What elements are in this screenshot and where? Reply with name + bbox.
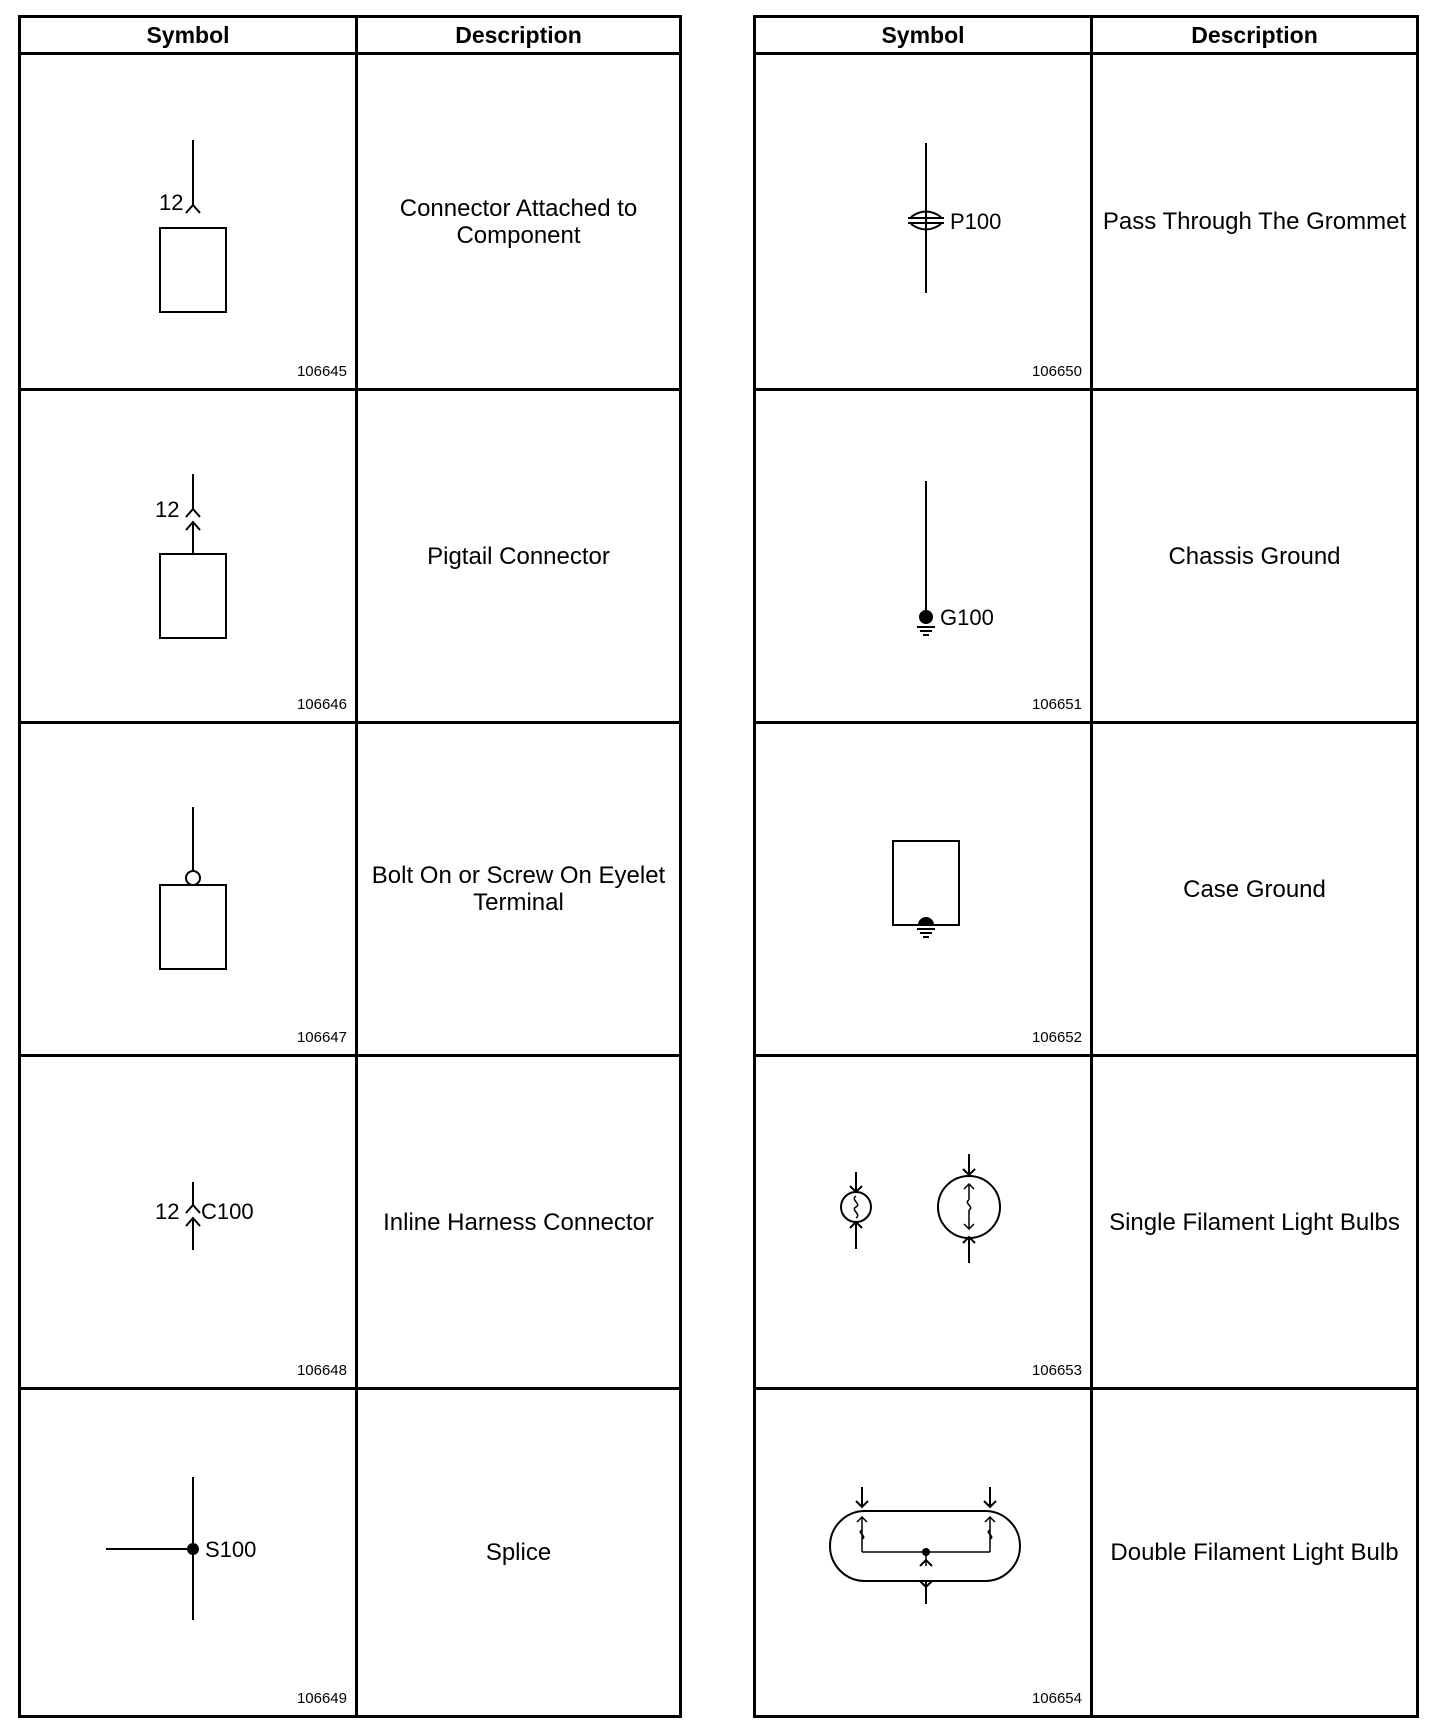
figure-code: 106648	[296, 1362, 347, 1379]
description-cell: Pigtail Connector	[427, 542, 610, 570]
single-filament-bulbs-symbol	[756, 1057, 1090, 1390]
inline-harness-connector-symbol	[21, 1057, 355, 1390]
description-column-header: Description	[455, 22, 582, 48]
symbol-table-right	[753, 15, 1419, 1718]
symbol-cell	[756, 55, 1090, 388]
figure-code: 106647	[296, 1029, 347, 1046]
connector-attached-symbol	[21, 55, 355, 388]
pin-number-label: 12	[155, 1199, 180, 1224]
connector-id-label: C100	[201, 1199, 254, 1224]
chassis-ground-symbol	[756, 391, 1090, 724]
symbol-cell	[21, 391, 355, 721]
table-row	[21, 721, 679, 1054]
symbol-cell	[21, 1057, 355, 1387]
table-row	[756, 388, 1416, 721]
case-ground-symbol	[756, 724, 1090, 1057]
eyelet-terminal-symbol	[21, 724, 355, 1057]
figure-code: 106652	[1031, 1029, 1082, 1046]
double-filament-bulb-symbol	[756, 1390, 1090, 1718]
description-cell: Case Ground	[1183, 875, 1326, 903]
splice-id-label: S100	[205, 1537, 257, 1562]
table-row	[21, 1387, 679, 1715]
table-row	[21, 388, 679, 721]
figure-code: 106651	[1031, 696, 1082, 713]
symbol-cell	[21, 1390, 355, 1715]
table-row	[756, 1054, 1416, 1387]
symbol-column-header: Symbol	[146, 22, 230, 48]
table-header	[756, 18, 1416, 55]
figure-code: 106646	[296, 696, 347, 713]
figure-code: 106649	[296, 1690, 347, 1707]
table-row	[756, 55, 1416, 388]
grommet-id-label: P100	[950, 209, 1002, 234]
symbol-table-left	[18, 15, 682, 1718]
description-cell: Pass Through The Grommet	[1102, 208, 1407, 235]
description-cell: Bolt On or Screw On Eyelet Terminal	[371, 862, 666, 916]
figure-code: 106650	[1031, 363, 1082, 380]
description-cell: Inline Harness Connector	[383, 1208, 654, 1236]
symbol-cell	[756, 1057, 1090, 1387]
figure-code: 106654	[1031, 1690, 1082, 1707]
description-cell: Chassis Ground	[1168, 542, 1341, 570]
table-row	[756, 721, 1416, 1054]
description-cell: Splice	[485, 1539, 552, 1566]
symbol-cell	[21, 55, 355, 388]
figure-code: 106645	[296, 363, 347, 380]
table-header	[21, 18, 679, 55]
symbol-cell	[21, 724, 355, 1054]
symbol-cell	[756, 391, 1090, 721]
pigtail-connector-symbol	[21, 391, 355, 724]
figure-code: 106653	[1031, 1362, 1082, 1379]
grommet-symbol	[756, 55, 1090, 388]
description-cell: Single Filament Light Bulbs	[1109, 1208, 1400, 1236]
description-cell: Connector Attached to Component	[399, 194, 638, 249]
pin-number-label: 12	[159, 190, 184, 215]
pin-number-label: 12	[155, 497, 180, 522]
description-column-header: Description	[1191, 22, 1318, 48]
description-cell: Double Filament Light Bulb	[1110, 1539, 1399, 1566]
table-row	[21, 55, 679, 388]
table-row	[756, 1387, 1416, 1715]
symbol-cell	[756, 724, 1090, 1054]
ground-id-label: G100	[940, 605, 994, 630]
symbol-column-header: Symbol	[881, 22, 965, 48]
symbol-cell	[756, 1390, 1090, 1715]
splice-symbol	[21, 1390, 355, 1718]
table-row	[21, 1054, 679, 1387]
